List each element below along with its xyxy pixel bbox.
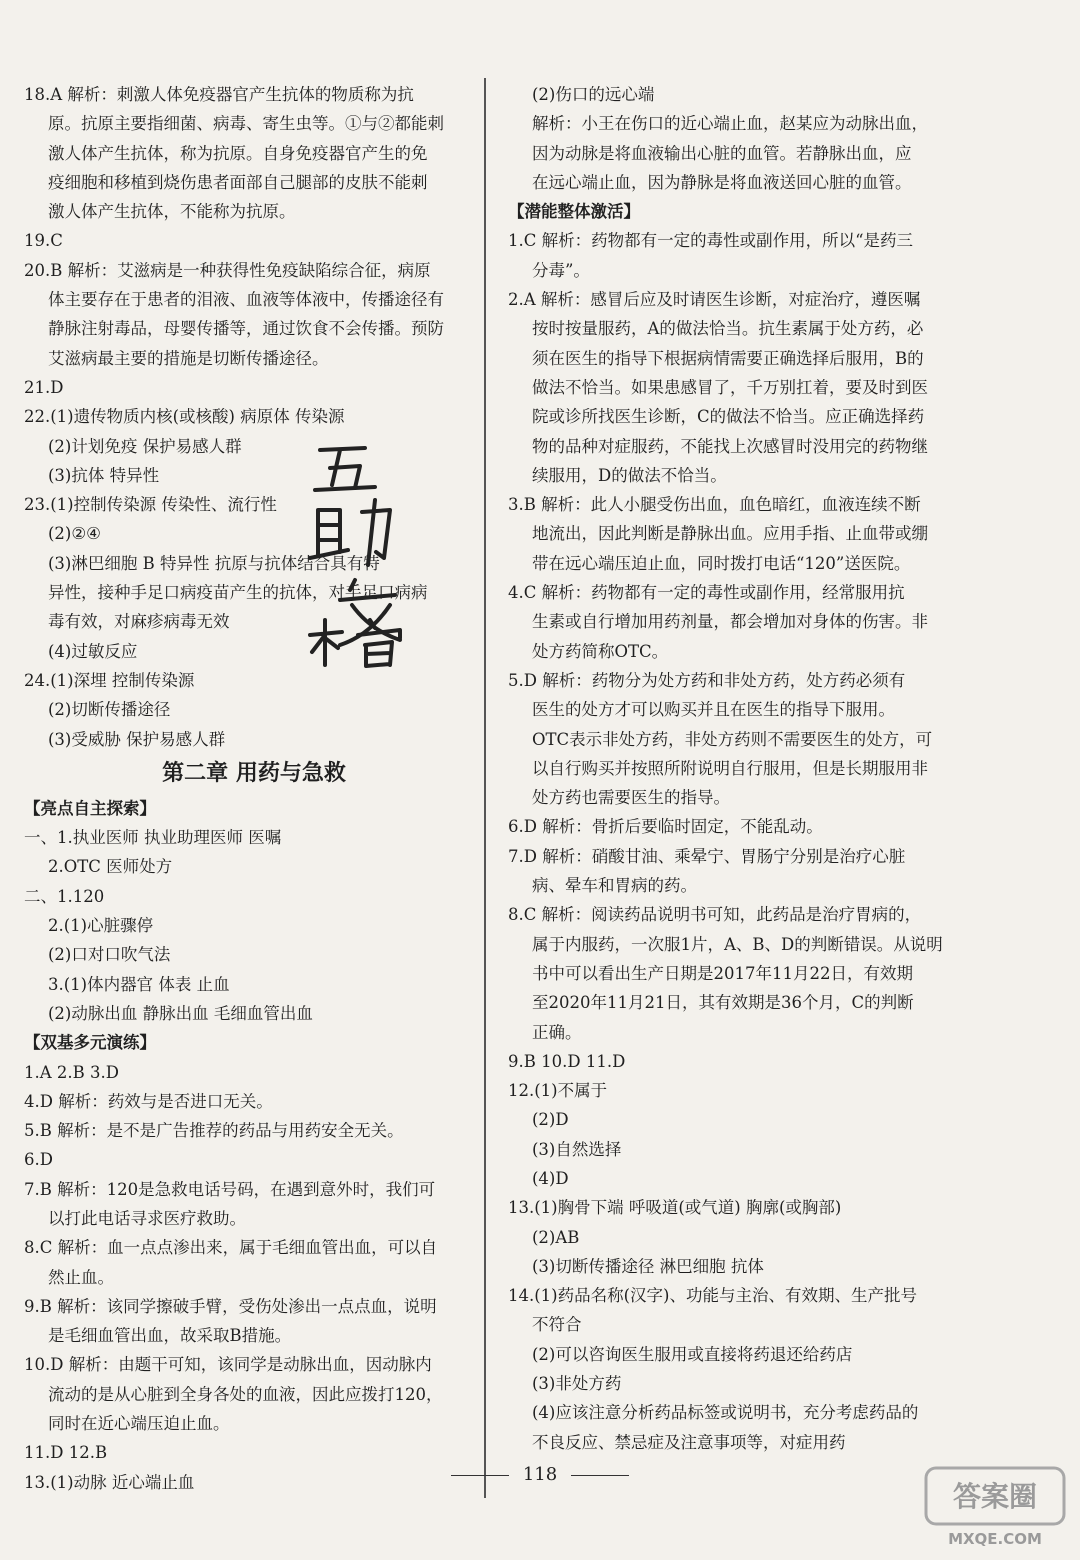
handwriting-annotation [300,440,440,670]
answer-line: 分毒”。 [532,260,590,280]
answer-line: (3)非处方药 [532,1374,622,1394]
answer-line: (2)口对口吹气法 [48,945,171,965]
answer-line: 14.(1)药品名称(汉字)、功能与主治、有效期、生产批号 [508,1286,917,1306]
answer-line: 以自行购买并按照所附说明自行服用，但是长期服用非 [532,758,928,778]
answer-line: 21.D [24,377,64,397]
column-divider [484,78,486,1498]
answer-line: 是毛细血管出血，故采取B措施。 [48,1326,292,1346]
answer-line: 8.C 解析：血一点点渗出来，属于毛细血管出血，可以自 [24,1238,438,1258]
answer-line: 5.B 解析：是不是广告推荐的药品与用药安全无关。 [24,1121,404,1141]
section-heading: 【亮点自主探索】 [24,798,156,818]
svg-text:答案圈: 答案圈 [952,1480,1038,1513]
right-answers [508,80,948,1457]
answer-line: (4)过敏反应 [48,641,138,661]
answer-line: 病、晕车和胃病的药。 [532,876,697,896]
answer-line: (2)伤口的远心端 [532,85,655,104]
answer-line: 以打此电话寻求医疗救助。 [48,1208,246,1228]
answer-line: 做法不恰当。如果患感冒了，千万别扛着，要及时到医 [532,377,928,397]
answer-line: 不良反应、禁忌症及注意事项等，对症用药 [532,1432,846,1452]
answer-line: 19.C [24,231,63,251]
answer-line: 12.(1)不属于 [508,1081,608,1101]
answer-line: 4.C 解析：药物都有一定的毒性或副作用，经常服用抗 [508,583,905,603]
answer-line: 毒有效，对麻疹病毒无效 [48,612,230,632]
answer-line: 书中可以看出生产日期是2017年11月22日，有效期 [532,963,913,983]
answer-line: 至2020年11月21日，其有效期是36个月，C的判断 [532,993,914,1013]
answer-line: 11.D 12.B [24,1443,108,1463]
answer-line: (2)计划免疫 保护易感人群 [48,436,242,456]
answer-line: 6.D 解析：骨折后要临时固定，不能乱动。 [508,817,823,837]
answer-line: 静脉注射毒品，母婴传播等，通过饮食不会传播。预防 [48,319,444,339]
answer-line: 1.A 2.B 3.D [24,1062,119,1082]
answer-line: 物的品种对症服药，不能找上次感冒时没用完的药物继 [532,436,928,456]
answer-line: 同时在近心端压迫止血。 [48,1414,230,1434]
answer-line: (3)抗体 特异性 [48,465,160,485]
answer-line: 艾滋病最主要的措施是切断传播途径。 [48,348,329,368]
answer-line: 流动的是从心脏到全身各处的血液，因此应拨打120， [48,1384,443,1404]
answer-line: 体主要存在于患者的泪液、血液等体液中，传播途径有 [48,290,444,310]
answer-line: 3.(1)体内器官 体表 止血 [48,974,230,994]
answer-line: 属于内服药，一次服1片，A、B、D的判断错误。从说明 [532,934,943,954]
answer-line: 二、1.120 [24,886,105,906]
answer-line: (2)AB [532,1227,580,1247]
answer-line: (3)受威胁 保护易感人群 [48,729,226,749]
answer-line: 8.C 解析：阅读药品说明书可知，此药品是治疗胃病的， [508,905,922,925]
section-heading: 【潜能整体激活】 [508,202,640,222]
watermark-logo [920,1462,1070,1552]
answer-line: 在远心端止血，因为静脉是将血液送回心脏的血管。 [532,172,912,192]
answer-line: 生素或自行增加用药剂量，都会增加对身体的伤害。非 [532,612,928,632]
answer-line: 2.(1)心脏骤停 [48,916,154,936]
answer-line: 须在医生的指导下根据病情需要正确选择后服用，B的 [532,348,924,368]
answer-line: 9.B 解析：该同学擦破手臂，受伤处渗出一点点血，说明 [24,1296,437,1316]
answer-line: 7.D 解析：硝酸甘油、乘晕宁、胃肠宁分别是治疗心脏 [508,846,906,866]
answer-line: 然止血。 [48,1267,114,1287]
answer-line: 原。抗原主要指细菌、病毒、寄生虫等。①与②都能刺 [48,114,444,134]
answer-line: 不符合 [532,1315,582,1335]
answer-line: (3)切断传播途径 淋巴细胞 抗体 [532,1256,764,1276]
answer-line: (2)D [532,1110,569,1130]
answer-line: 10.D 解析：由题干可知，该同学是动脉出血，因动脉内 [24,1355,432,1375]
page-number: 118 [0,1464,1080,1485]
answer-line: 20.B 解析：艾滋病是一种获得性免疫缺陷综合征，病原 [24,260,431,280]
answer-line: 1.C 解析：药物都有一定的毒性或副作用，所以“是药三 [508,231,914,251]
answer-line: 正确。 [532,1022,582,1042]
answer-line: OTC表示非处方药，非处方药则不需要医生的处方，可 [532,729,933,749]
answer-line: 2.A 解析：感冒后应及时请医生诊断，对症治疗，遵医嘱 [508,290,921,310]
answer-line: (3)淋巴细胞 B 特异性 抗原与抗体结合具有特 [48,553,380,573]
answer-line: (2)切断传播途径 [48,700,171,720]
answer-line: 处方药也需要医生的指导。 [532,788,730,808]
answer-line: 因为动脉是将血液输出心脏的血管。若静脉出血，应 [532,143,912,163]
answer-line: (2)②④ [48,524,101,544]
answer-line: 6.D [24,1150,53,1170]
answer-line: 7.B 解析：120是急救电话号码，在遇到意外时，我们可 [24,1179,436,1199]
answer-line: 13.(1)动脉 近心端止血 [24,1472,195,1492]
chapter-title: 第二章 用药与急救 [162,760,346,786]
answer-line: 一、1.执业医师 执业助理医师 医嘱 [24,828,282,848]
right-column [508,80,948,1457]
answer-line: 24.(1)深埋 控制传染源 [24,670,195,690]
svg-text:MXQE.COM: MXQE.COM [948,1530,1042,1548]
answer-line: 3.B 解析：此人小腿受伤出血，血色暗红，血液连续不断 [508,495,921,515]
answer-line: (3)自然选择 [532,1139,622,1159]
answer-line: (4)D [532,1168,569,1188]
left-column [24,80,484,1497]
left-answers-part2 [24,794,484,1497]
answer-line: 5.D 解析：药物分为处方药和非处方药，处方药必须有 [508,670,906,690]
answer-line: (2)动脉出血 静脉出血 毛细血管出血 [48,1003,313,1023]
answer-line: 疫细胞和移植到烧伤患者面部自己腿部的皮肤不能刺 [48,172,428,192]
answer-line: 激人体产生抗体，不能称为抗原。 [48,202,296,222]
answer-line: 院或诊所找医生诊断，C的做法不恰当。应正确选择药 [532,407,925,427]
answer-line: 激人体产生抗体，称为抗原。自身免疫器官产生的免 [48,143,428,163]
answer-line: 4.D 解析：药效与是否进口无关。 [24,1091,273,1111]
answer-line: 医生的处方才可以购买并且在医生的指导下服用。 [532,700,895,720]
answer-line: (4)应该注意分析药品标签或说明书，充分考虑药品的 [532,1403,919,1423]
answer-line: 异性，接种手足口病疫苗产生的抗体，对手足口病病 [48,583,428,603]
answer-line: 23.(1)控制传染源 传染性、流行性 [24,495,277,515]
answer-line: 续服用，D的做法不恰当。 [532,465,727,485]
section-heading: 【双基多元演练】 [24,1033,156,1053]
answer-line: 处方药简称OTC。 [532,641,669,661]
answer-line: 22.(1)遗传物质内核(或核酸) 病原体 传染源 [24,407,345,427]
answer-line: 13.(1)胸骨下端 呼吸道(或气道) 胸廓(或胸部) [508,1198,842,1218]
answer-line: 2.OTC 医师处方 [48,857,173,877]
answer-line: 18.A 解析：刺激人体免疫器官产生抗体的物质称为抗 [24,85,414,104]
answer-line: 地流出，因此判断是静脉出血。应用手指、止血带或绷 [532,524,928,544]
answer-line: 解析：小王在伤口的近心端止血，赵某应为动脉出血， [532,114,928,134]
answer-line: 带在远心端压迫止血，同时拨打电话“120”送医院。 [532,553,911,573]
answer-line: 按时按量服药，A的做法恰当。抗生素属于处方药，必 [532,319,924,339]
answer-line: (2)可以咨询医生服用或直接将药退还给药店 [532,1344,853,1364]
answer-line: 9.B 10.D 11.D [508,1051,626,1071]
